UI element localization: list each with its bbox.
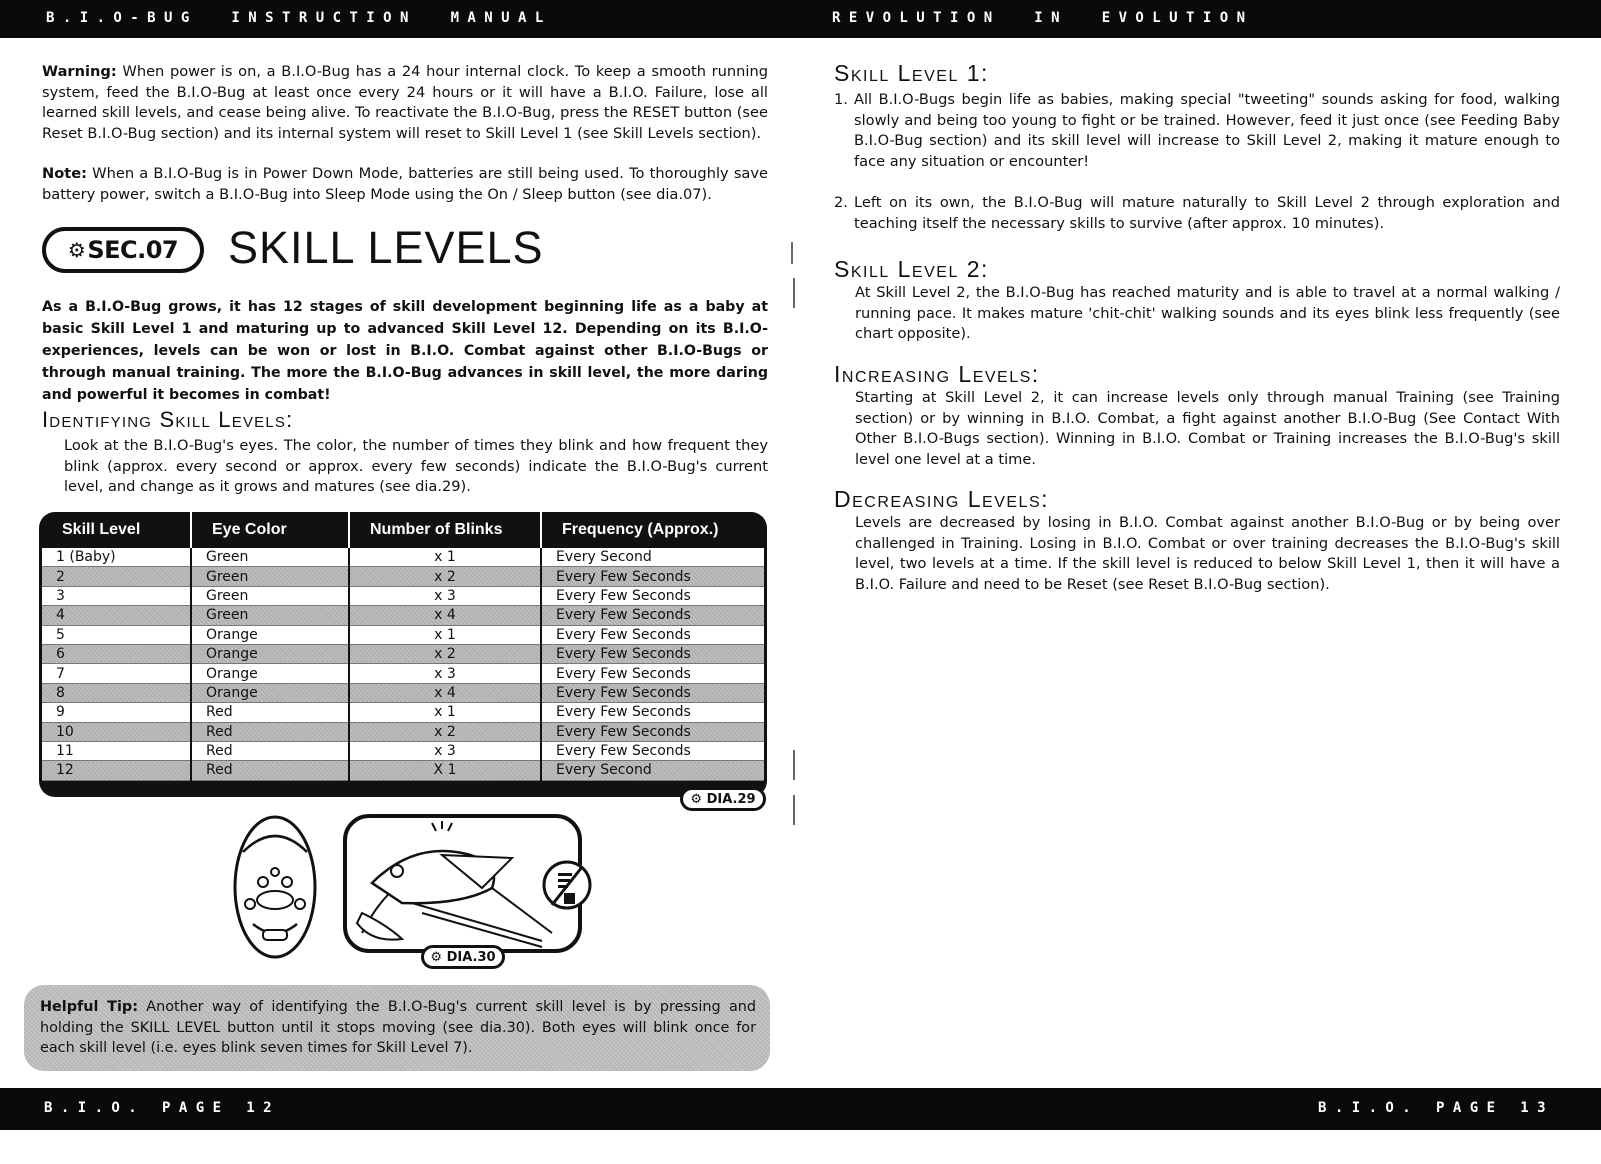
cell-eye-color: Red	[191, 703, 349, 722]
cell-frequency: Every Few Seconds	[541, 586, 764, 605]
cell-skill-level: 1 (Baby)	[42, 548, 191, 567]
skill-level-table-frame	[39, 512, 767, 797]
table-row	[42, 683, 764, 702]
column-header: Eye Color	[191, 512, 349, 548]
table-row	[42, 761, 764, 780]
identify-heading: Identifying Skill Levels:	[42, 407, 294, 432]
cell-frequency: Every Few Seconds	[541, 644, 764, 663]
cell-frequency: Every Few Seconds	[541, 722, 764, 741]
cell-blinks: X 1	[349, 761, 541, 780]
column-header: Number of Blinks	[349, 512, 541, 548]
cell-skill-level: 8	[42, 683, 191, 702]
skill2-text: At Skill Level 2, the B.I.O-Bug has reached maturity and is able to travel at a normal walking / running pace. It makes mature 'chit-chit' walking sounds and its eyes blink less frequently (see chart opposite).	[855, 284, 1560, 342]
cell-skill-level: 5	[42, 625, 191, 644]
cell-blinks: x 4	[349, 606, 541, 625]
skill-level-button-illustration	[342, 813, 602, 963]
footer-band	[0, 1088, 1601, 1130]
cell-eye-color: Red	[191, 722, 349, 741]
cell-skill-level: 6	[42, 644, 191, 663]
table-row	[42, 741, 764, 760]
dia30-label: DIA.30	[446, 949, 496, 965]
cell-frequency: Every Few Seconds	[541, 703, 764, 722]
section-badge-label: SEC.07	[87, 236, 179, 264]
intro-paragraph: As a B.I.O-Bug grows, it has 12 stages of skill development beginning life as a baby at basic Skill Level 1 and maturing up to advanced Skill Level 12. Depending on its B.I.O-experiences, levels can be won or lost in B.I.O. Combat against other B.I.O-Bugs or through manual training. The more the B.I.O-Bug advances in skill level, the more daring and powerful it becomes in combat!	[42, 299, 768, 403]
table-row	[42, 664, 764, 683]
identify-text: Look at the B.I.O-Bug's eyes. The color, the number of times they blink and how frequent they blink (approx. every second or approx. every few seconds) indicate the B.I.O-Bug's current level, and change as it grows and matures (see dia.29).	[64, 437, 768, 495]
cell-blinks: x 2	[349, 567, 541, 586]
note-label: Note:	[42, 165, 87, 182]
note-text: When a B.I.O-Bug is in Power Down Mode, batteries are still being used. To thoroughly save battery power, switch a B.I.O-Bug into Sleep Mode using the On / Sleep button (see dia.07).	[42, 165, 768, 203]
column-header: Skill Level	[42, 512, 191, 548]
margin-mark	[793, 278, 795, 308]
increasing-levels-heading: Increasing Levels:	[834, 361, 1040, 387]
warning-label: Warning:	[42, 63, 117, 80]
table-row	[42, 644, 764, 663]
cell-skill-level: 9	[42, 703, 191, 722]
cell-blinks: x 1	[349, 548, 541, 567]
cell-blinks: x 4	[349, 683, 541, 702]
cell-blinks: x 3	[349, 741, 541, 760]
margin-mark	[791, 242, 793, 264]
gear-icon: ⚙	[67, 238, 86, 262]
cell-blinks: x 2	[349, 644, 541, 663]
bug-top-view-illustration	[225, 812, 325, 962]
cell-eye-color: Red	[191, 741, 349, 760]
skill1-item2-text: Left on its own, the B.I.O-Bug will mature naturally to Skill Level 2 through exploration and teaching itself the necessary skills to survive (after approx. 10 minutes).	[854, 194, 1560, 232]
cell-blinks: x 3	[349, 586, 541, 605]
cell-eye-color: Green	[191, 606, 349, 625]
cell-skill-level: 11	[42, 741, 191, 760]
table-row	[42, 703, 764, 722]
cell-eye-color: Orange	[191, 664, 349, 683]
section-badge	[42, 227, 204, 273]
skill1-list-item	[834, 90, 1560, 172]
note-paragraph	[42, 164, 768, 205]
cell-skill-level: 12	[42, 761, 191, 780]
gear-icon: ⚙	[430, 949, 443, 965]
margin-mark	[793, 795, 795, 825]
cell-frequency: Every Few Seconds	[541, 606, 764, 625]
dia30-tag	[421, 945, 505, 969]
cell-eye-color: Orange	[191, 625, 349, 644]
cell-eye-color: Orange	[191, 683, 349, 702]
dia29-tag	[680, 787, 766, 811]
dia29-label: DIA.29	[706, 791, 756, 807]
cell-skill-level: 4	[42, 606, 191, 625]
skill-level-1-heading: Skill Level 1:	[834, 60, 989, 86]
cell-skill-level: 7	[42, 664, 191, 683]
cell-frequency: Every Few Seconds	[541, 567, 764, 586]
footer-left-page: B . I . O . P A G E 1 2	[44, 1100, 272, 1116]
cell-skill-level: 2	[42, 567, 191, 586]
cell-frequency: Every Few Seconds	[541, 741, 764, 760]
cell-frequency: Every Few Seconds	[541, 625, 764, 644]
table-row	[42, 625, 764, 644]
tip-label: Helpful Tip:	[40, 999, 138, 1015]
table-row	[42, 722, 764, 741]
warning-text: When power is on, a B.I.O-Bug has a 24 hour internal clock. To keep a smooth running system, feed the B.I.O-Bug at least once every 24 hours or it will have a B.I.O. Failure, lose all learned skill levels, and cease being alive. To reactivate the B.I.O-Bug, press the RESET button (see Reset B.I.O-Bug section) and its internal system will reset to Skill Level 1 (see Skill Levels section).	[42, 63, 769, 142]
footer-right-page: B . I . O . P A G E 1 3	[1318, 1100, 1546, 1116]
cell-skill-level: 10	[42, 722, 191, 741]
skill-level-2-heading: Skill Level 2:	[834, 256, 989, 282]
tip-text: Another way of identifying the B.I.O-Bug's current skill level is by pressing and holding the SKILL LEVEL button until it stops moving (see dia.30). Both eyes will blink once for each skill level (i.e. eyes blink seven times for Skill Level 7).	[40, 999, 757, 1056]
cell-eye-color: Green	[191, 586, 349, 605]
helpful-tip-box	[24, 985, 770, 1071]
cell-frequency: Every Second	[541, 761, 764, 780]
decreasing-text: Levels are decreased by losing in B.I.O. Combat against another B.I.O-Bug or by being over challenged in Training. Losing in B.I.O. Combat or over training decreases the B.I.O-Bug's skill level, two levels at a time. If the skill level is reduced to below Skill Level 1, then it will have a B.I.O. Failure and need to be Reset (see Reset B.I.O-Bug section).	[855, 514, 1560, 593]
cell-blinks: x 2	[349, 722, 541, 741]
skill1-item1-text: All B.I.O-Bugs begin life as babies, making special "tweeting" sounds asking for food, walking slowly and being too young to fight or be trained. However, feed it just once (see Feeding Baby B.I.O-Bug section) and its skill level will increase to Skill Level 2, making it mature enough to face any situation or encounter!	[854, 91, 1560, 170]
table-header-row	[42, 512, 764, 548]
cell-skill-level: 3	[42, 586, 191, 605]
table-row	[42, 567, 764, 586]
list-number: 2.	[834, 194, 848, 211]
cell-blinks: x 1	[349, 625, 541, 644]
increasing-text: Starting at Skill Level 2, it can increase levels only through manual Training (see Training section) or by winning in B.I.O. Combat, a fight against another B.I.O-Bug (See Contact With Other B.I.O-Bugs section). Winning in B.I.O. Combat or Training increases the B.I.O-Bug's skill level one level at a time.	[855, 389, 1560, 468]
cell-frequency: Every Few Seconds	[541, 664, 764, 683]
header-right-title: R E V O L U T I O N I N E V O L U T I O N	[832, 10, 1246, 26]
header-left-title: B . I . O - B U G I N S T R U C T I O N M A N U A L	[46, 10, 544, 26]
skill1-list-item	[834, 193, 1560, 234]
table-row	[42, 548, 764, 567]
skill-level-table	[42, 512, 764, 781]
page-title: SKILL LEVELS	[228, 222, 544, 273]
table-row	[42, 606, 764, 625]
cell-blinks: x 1	[349, 703, 541, 722]
cell-eye-color: Red	[191, 761, 349, 780]
cell-eye-color: Green	[191, 548, 349, 567]
header-band	[0, 0, 1601, 38]
cell-eye-color: Green	[191, 567, 349, 586]
cell-blinks: x 3	[349, 664, 541, 683]
cell-frequency: Every Second	[541, 548, 764, 567]
column-header: Frequency (Approx.)	[562, 521, 719, 538]
warning-paragraph	[42, 62, 768, 144]
decreasing-levels-heading: Decreasing Levels:	[834, 486, 1050, 512]
margin-mark	[793, 750, 795, 780]
cell-eye-color: Orange	[191, 644, 349, 663]
cell-frequency: Every Few Seconds	[541, 683, 764, 702]
table-row	[42, 586, 764, 605]
gear-icon: ⚙	[690, 791, 703, 807]
list-number: 1.	[834, 91, 848, 108]
